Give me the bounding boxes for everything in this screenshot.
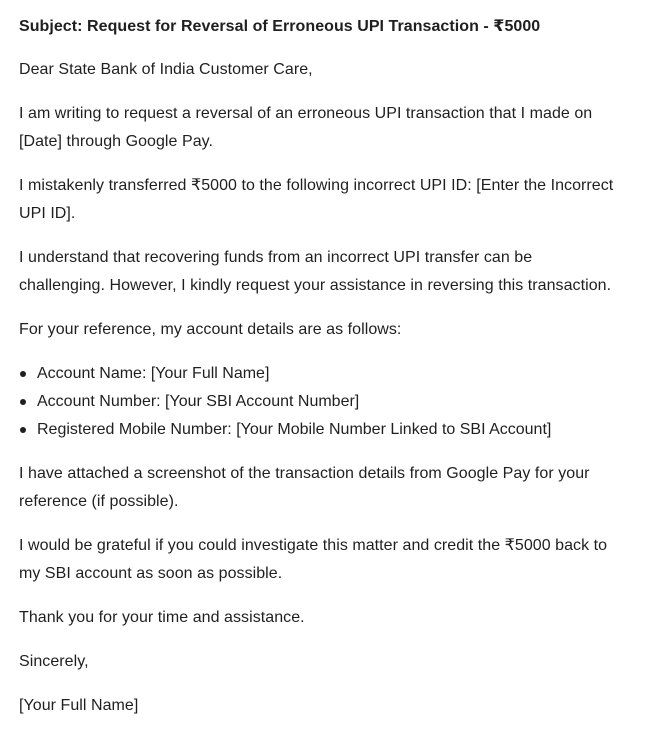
paragraph-6-line-1: I would be grateful if you could investigate this matter and credit the ₹5000 back to (19, 537, 608, 554)
paragraph-6-line-2: my SBI account as soon as possible. (19, 565, 283, 582)
paragraph-7-line-1: Thank you for your time and assistance. (19, 609, 305, 626)
paragraph-2-line-1: I mistakenly transferred ₹5000 to the following incorrect UPI ID: [Enter the Incorrect (19, 177, 614, 194)
paragraph-5-line-1: I have attached a screenshot of the transaction details from Google Pay for your (19, 465, 590, 482)
signoff: Sincerely, (19, 653, 89, 670)
bullet-icon (20, 371, 26, 377)
list-item-text: Account Number: [Your SBI Account Number] (37, 393, 360, 410)
subject-line: Subject: Request for Reversal of Erroneous UPI Transaction - ₹5000 (19, 18, 541, 35)
salutation: Dear State Bank of India Customer Care, (19, 61, 313, 78)
bullet-icon (20, 427, 26, 433)
paragraph-1-line-1: I am writing to request a reversal of an erroneous UPI transaction that I made on (19, 105, 593, 122)
paragraph-3-line-2: challenging. However, I kindly request your assistance in reversing this transaction. (19, 277, 612, 294)
paragraph-1-line-2: [Date] through Google Pay. (19, 133, 214, 150)
paragraph-2-line-2: UPI ID]. (19, 205, 76, 222)
paragraph-5-line-2: reference (if possible). (19, 493, 179, 510)
list-item-text: Registered Mobile Number: [Your Mobile Number Linked to SBI Account] (37, 421, 552, 438)
paragraph-4-line-1: For your reference, my account details are as follows: (19, 321, 402, 338)
paragraph-3-line-1: I understand that recovering funds from an incorrect UPI transfer can be (19, 249, 533, 266)
list-item-text: Account Name: [Your Full Name] (37, 365, 270, 382)
signature: [Your Full Name] (19, 697, 139, 714)
bullet-icon (20, 399, 26, 405)
